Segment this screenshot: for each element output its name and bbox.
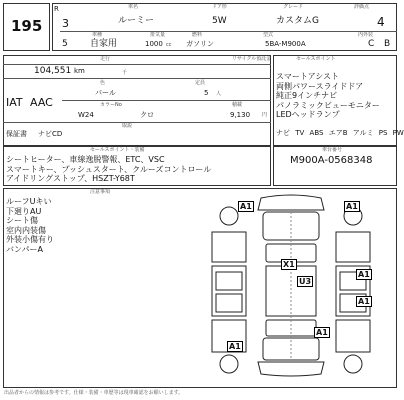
- label-ci: 内外装: [358, 32, 374, 38]
- warranty: 保証書: [6, 130, 27, 138]
- equip-abs: ABS: [309, 129, 324, 137]
- label-kind: 車種: [92, 32, 103, 38]
- features-list: [6, 155, 211, 184]
- defect-item: 外装小傷有り: [6, 235, 54, 244]
- navi-cd: ナビCD: [38, 130, 63, 138]
- damage-mark: A1: [240, 202, 252, 211]
- equip-airbag: エアB: [328, 129, 348, 137]
- capacity-unit: 人: [216, 91, 222, 97]
- sales-heading: セールスポイント: [296, 56, 336, 62]
- features-heading: セールスポイント・装備: [90, 147, 145, 153]
- label-capacity: 定員: [195, 80, 206, 86]
- r-mark: R: [54, 5, 59, 13]
- label-recycle: リサイクル預託金: [232, 56, 272, 62]
- door-type: 5W: [212, 16, 227, 26]
- damage-mark: A1: [346, 202, 358, 211]
- recycle-unit: 円: [262, 112, 268, 118]
- defect-item: シート傷: [6, 216, 38, 225]
- feature-line: アイドリングストップ、HSZT-Y68T: [6, 174, 135, 183]
- diagram-left-body: [212, 266, 246, 316]
- model-month: 5: [62, 39, 68, 49]
- equipment-row: [276, 128, 404, 138]
- label-mileage: 走行: [100, 56, 111, 62]
- damage-mark: X1: [283, 260, 295, 269]
- mileage-unit: km: [74, 67, 85, 75]
- specs-divider-3: [62, 100, 271, 101]
- interior-color: クロ: [140, 111, 154, 119]
- label-door-type: ドア形: [212, 4, 227, 10]
- damage-mark: A1: [358, 297, 370, 306]
- defect-item: 室内内装傷: [6, 225, 46, 235]
- sales-point-item: 両側パワースライドドア: [276, 81, 364, 91]
- damage-mark: A1: [316, 328, 328, 337]
- equip-ps: PS: [378, 129, 388, 137]
- displacement-unit: cc: [166, 42, 172, 48]
- defects-list: [6, 197, 54, 254]
- displacement: 1000: [145, 40, 163, 48]
- car-name: ルーミー: [118, 16, 155, 26]
- label-model: 型式: [263, 32, 274, 38]
- footer-note: 出品者からの情報は参考です。仕様・装備・車歴等は現車確認をお願いします。: [4, 390, 184, 396]
- feature-line: シートヒーター、車線逸脱警報、ETC、VSC: [6, 155, 165, 164]
- label-load: 積載: [232, 102, 243, 108]
- equip-pw: PW: [392, 129, 404, 137]
- interior-grade: C: [368, 39, 375, 49]
- diagram-wheel: [344, 355, 362, 373]
- label-displacement: 排気量: [150, 32, 166, 38]
- sales-point-item: 純正9インチナビ: [276, 91, 338, 100]
- label-score: 評価点: [354, 4, 370, 10]
- exterior-grade: B: [384, 39, 391, 49]
- header-divider: [60, 31, 397, 32]
- specs-divider-4: [3, 122, 271, 123]
- damage-mark: A1: [358, 270, 370, 279]
- model-year: 3: [62, 17, 69, 30]
- diagram-front-bumper: [258, 195, 324, 210]
- diagram-wheel: [220, 207, 238, 225]
- diagram-wheel: [220, 355, 238, 373]
- mileage: 104,551: [34, 66, 72, 76]
- equip-alloy: アルミ: [352, 129, 374, 137]
- lot-number: 195: [11, 17, 43, 35]
- recycle-amount: 9,130: [230, 111, 251, 119]
- color-code: W24: [78, 111, 94, 119]
- equip-tv: TV: [295, 129, 305, 137]
- label-manual: 取説: [122, 123, 133, 129]
- use-type: 自家用: [90, 39, 118, 49]
- label-grade: グレード: [283, 4, 304, 10]
- diagram-left-fender: [212, 232, 246, 262]
- damage-mark: U3: [299, 277, 312, 286]
- sales-point-item: パノラミックビューモニター: [276, 100, 380, 110]
- defect-item: 下廻りAU: [6, 206, 42, 216]
- label-color-no: カラーNo: [100, 102, 122, 108]
- defect-item: ルーフUキい: [6, 197, 52, 206]
- fuel: ガソリン: [186, 40, 214, 48]
- model-code: 5BA-M900A: [265, 40, 306, 48]
- label-fuel: 燃料: [192, 32, 203, 38]
- defects-heading: 注意事項: [90, 189, 111, 195]
- mileage-suffix: 千: [122, 70, 128, 76]
- score: 4: [377, 15, 385, 29]
- sales-point-item: LEDヘッドランプ: [276, 110, 340, 119]
- diagram-right-rear: [336, 320, 370, 352]
- sales-point-item: スマートアシスト: [276, 72, 340, 81]
- air-conditioner: AAC: [30, 96, 53, 109]
- damage-mark: A1: [229, 342, 241, 351]
- shift: IAT: [6, 96, 23, 109]
- grade: カスタムG: [276, 16, 319, 26]
- capacity: 5: [204, 89, 209, 97]
- specs-divider-1: [3, 64, 271, 65]
- diagram-right-fender: [336, 232, 370, 262]
- defect-item: バンパーA: [6, 244, 43, 254]
- label-car-name: 車名: [128, 4, 139, 10]
- sales-points-list: [276, 72, 380, 120]
- chassis-number: M900A-0568348: [290, 155, 373, 166]
- label-color: 色: [100, 80, 106, 86]
- specs-divider-2: [3, 78, 271, 79]
- feature-line: スマートキー、プッシュスタート、クルーズコントロール: [6, 164, 212, 174]
- color: パール: [95, 89, 116, 97]
- equip-navi: ナビ: [276, 129, 290, 137]
- diagram-rear-bumper: [258, 362, 324, 376]
- chassis-heading: 車台番号: [322, 147, 343, 153]
